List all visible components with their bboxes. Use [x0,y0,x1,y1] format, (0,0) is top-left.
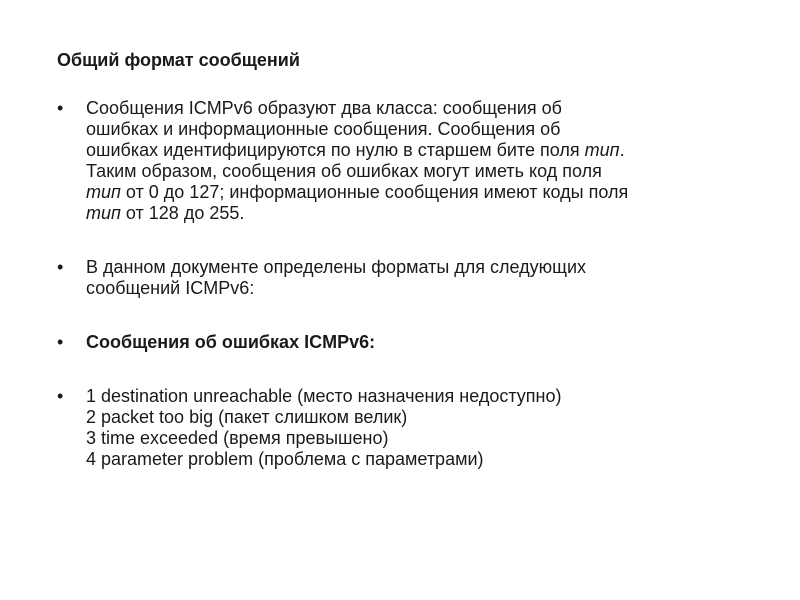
text-fragment: от 128 до 255. [120,203,245,223]
text-line [86,203,777,224]
field-name-type: тип [86,182,121,202]
bullet-item-error-messages-heading [57,332,777,353]
bullet-item-message-classes [57,98,777,224]
error-type-line: 1 destination unreachable (место назначения недоступно) [86,386,562,406]
text-fragment: от 0 до 127; информационные сообщения имеют коды поля [120,182,629,202]
slide-title: Общий формат сообщений [57,50,300,70]
text-line: В данном документе определены форматы для следующих [86,257,586,277]
text-line: сообщений ICMPv6: [86,278,255,298]
error-type-line: 4 parameter problem (проблема с параметрами) [86,449,484,469]
text-fragment: ошибках идентифицируются по нулю в старшем бите поля [86,140,585,160]
text-line: ошибках и информационные сообщения. Сообщения об [86,119,561,139]
error-type-line: 2 packet too big (пакет слишком велик) [86,407,408,427]
text-line: Сообщения об ошибках ICMPv6: [86,332,376,352]
bullet-icon: • [57,386,64,406]
text-line [86,182,777,203]
bullet-list [57,98,777,470]
field-name-type: тип [584,140,620,160]
bullet-icon: • [57,332,64,352]
bullet-item-error-types [57,386,777,470]
field-name-type: тип [86,203,121,223]
text-line: Сообщения ICMPv6 образуют два класса: сообщения об [86,98,562,118]
bullet-item-formats-defined [57,257,777,299]
error-type-line: 3 time exceeded (время превышено) [86,428,389,448]
text-line [86,140,777,161]
text-fragment: . [619,140,625,160]
bullet-icon: • [57,98,64,118]
text-line: Таким образом, сообщения об ошибках могут иметь код поля [86,161,602,181]
bullet-icon: • [57,257,64,277]
